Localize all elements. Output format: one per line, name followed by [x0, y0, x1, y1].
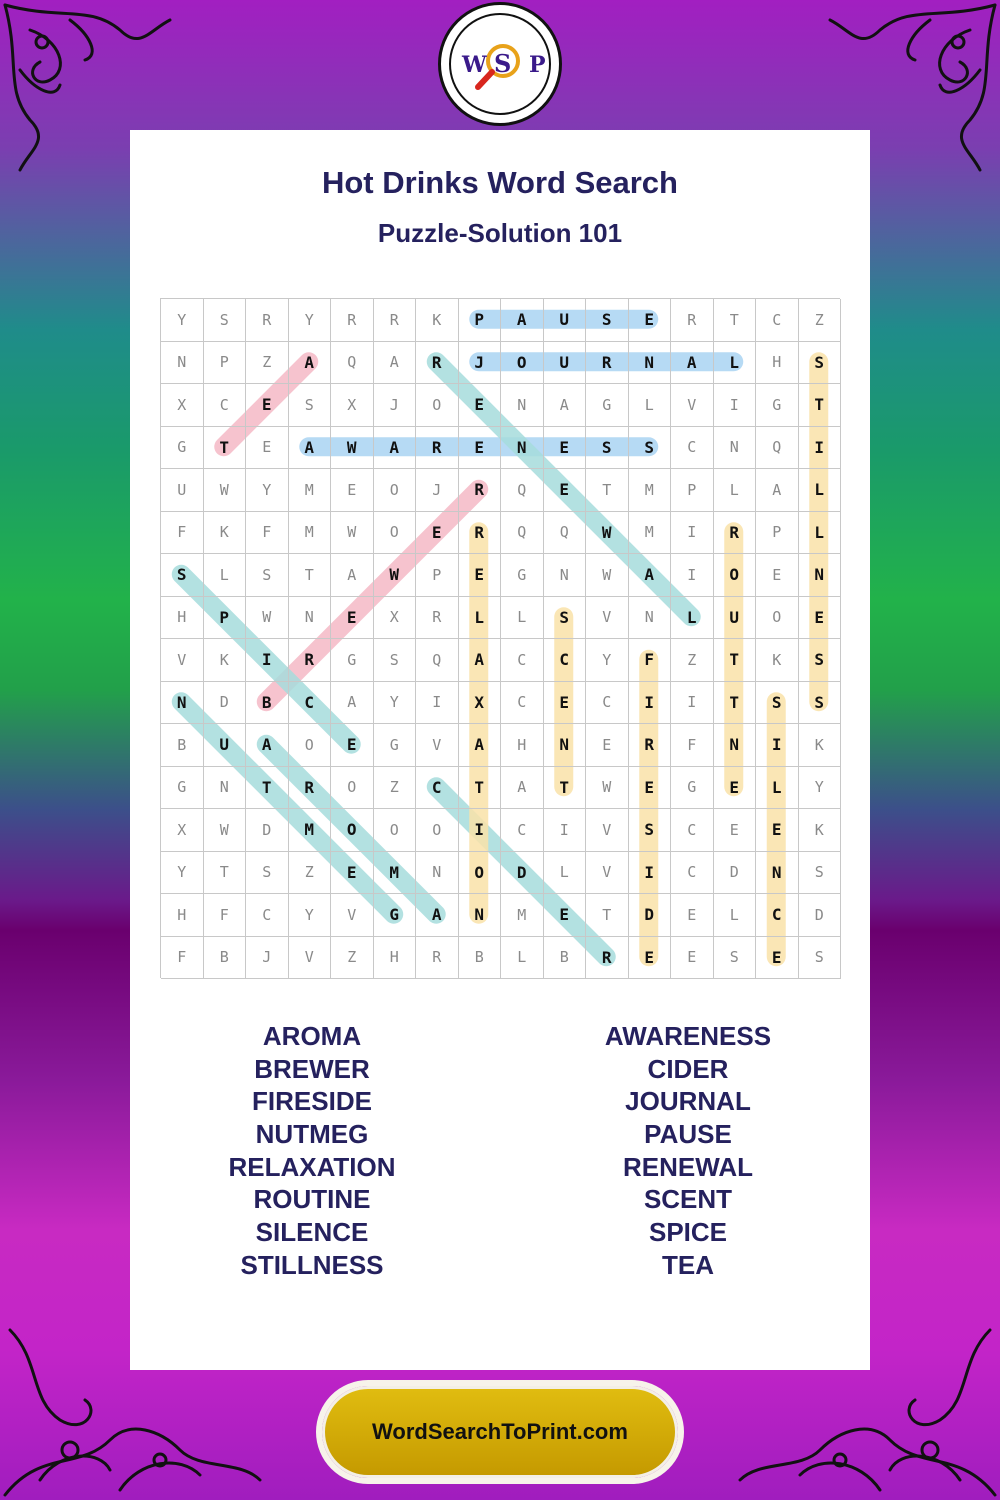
- word-list-item: JOURNAL: [625, 1086, 751, 1117]
- grid-cell[interactable]: A: [374, 427, 417, 470]
- grid-cell[interactable]: N: [161, 342, 204, 385]
- grid-cell[interactable]: T: [289, 554, 332, 597]
- grid-cell[interactable]: G: [161, 427, 204, 470]
- grid-cell[interactable]: Q: [416, 639, 459, 682]
- grid-cell[interactable]: I: [671, 512, 714, 555]
- grid-cell[interactable]: C: [501, 682, 544, 725]
- grid-cell[interactable]: Y: [289, 299, 332, 342]
- grid-cell[interactable]: A: [501, 767, 544, 810]
- grid-cell[interactable]: C: [246, 894, 289, 937]
- grid-cell[interactable]: S: [161, 554, 204, 597]
- word-list-item: BREWER: [254, 1053, 370, 1084]
- grid-cell[interactable]: W: [374, 554, 417, 597]
- grid-cell[interactable]: R: [416, 342, 459, 385]
- grid-cell[interactable]: O: [374, 512, 417, 555]
- word-list-item: FIRESIDE: [252, 1086, 372, 1117]
- grid-cell[interactable]: S: [799, 342, 842, 385]
- grid-cell[interactable]: U: [714, 597, 757, 640]
- word-list-right: [538, 1020, 838, 1282]
- grid-cell[interactable]: E: [331, 724, 374, 767]
- word-search-board: [160, 298, 840, 978]
- grid-cell[interactable]: X: [331, 384, 374, 427]
- grid-cell[interactable]: E: [544, 682, 587, 725]
- grid-cell[interactable]: E: [331, 852, 374, 895]
- grid-cell[interactable]: E: [756, 809, 799, 852]
- grid-cell[interactable]: I: [459, 809, 502, 852]
- grid-cell[interactable]: B: [544, 937, 587, 980]
- grid-cell[interactable]: O: [289, 724, 332, 767]
- word-list-item: AWARENESS: [604, 1021, 772, 1051]
- grid-cell[interactable]: O: [374, 809, 417, 852]
- grid-cell[interactable]: V: [289, 937, 332, 980]
- grid-cell[interactable]: F: [161, 937, 204, 980]
- grid-cell[interactable]: T: [204, 852, 247, 895]
- grid-cell[interactable]: X: [459, 682, 502, 725]
- grid-cell[interactable]: S: [799, 937, 842, 980]
- grid-cell[interactable]: Z: [246, 342, 289, 385]
- grid-cell[interactable]: J: [246, 937, 289, 980]
- grid-cell[interactable]: E: [544, 894, 587, 937]
- grid-cell[interactable]: S: [246, 852, 289, 895]
- grid-cell[interactable]: E: [629, 299, 672, 342]
- grid-cell[interactable]: A: [629, 554, 672, 597]
- grid-cell[interactable]: L: [501, 937, 544, 980]
- grid-cell[interactable]: T: [586, 894, 629, 937]
- grid-cell[interactable]: N: [714, 724, 757, 767]
- grid-cell[interactable]: P: [756, 512, 799, 555]
- grid-cell[interactable]: S: [799, 852, 842, 895]
- word-list-item: RENEWAL: [623, 1151, 753, 1182]
- grid-cell[interactable]: V: [416, 724, 459, 767]
- grid-cell[interactable]: C: [544, 639, 587, 682]
- grid-cell[interactable]: L: [544, 852, 587, 895]
- grid-cell[interactable]: R: [416, 937, 459, 980]
- grid-cell[interactable]: L: [799, 469, 842, 512]
- grid-cell[interactable]: D: [204, 682, 247, 725]
- grid-cell[interactable]: C: [501, 639, 544, 682]
- grid-cell[interactable]: R: [331, 299, 374, 342]
- grid-cell[interactable]: A: [374, 342, 417, 385]
- grid-cell[interactable]: R: [459, 469, 502, 512]
- grid-cell[interactable]: T: [714, 639, 757, 682]
- grid-cell[interactable]: P: [459, 299, 502, 342]
- grid-cell[interactable]: H: [161, 894, 204, 937]
- grid-cell[interactable]: S: [799, 639, 842, 682]
- grid-cell[interactable]: G: [331, 639, 374, 682]
- grid-cell[interactable]: U: [161, 469, 204, 512]
- grid-cell[interactable]: M: [289, 512, 332, 555]
- grid-cell[interactable]: P: [671, 469, 714, 512]
- grid-cell[interactable]: U: [204, 724, 247, 767]
- grid-cell[interactable]: M: [629, 469, 672, 512]
- logo-letter-p: P: [529, 52, 546, 78]
- grid-cell[interactable]: E: [629, 937, 672, 980]
- grid-cell[interactable]: V: [586, 852, 629, 895]
- grid-cell[interactable]: A: [501, 299, 544, 342]
- grid-cell[interactable]: L: [714, 342, 757, 385]
- grid-cell[interactable]: H: [756, 342, 799, 385]
- grid-cell[interactable]: I: [671, 554, 714, 597]
- grid-cell[interactable]: L: [714, 894, 757, 937]
- grid-cell[interactable]: Z: [671, 639, 714, 682]
- grid-cell[interactable]: K: [204, 512, 247, 555]
- grid-cell[interactable]: T: [799, 384, 842, 427]
- page-subtitle: Puzzle-Solution 101: [377, 218, 623, 248]
- grid-cell[interactable]: C: [586, 682, 629, 725]
- grid-cell[interactable]: C: [756, 299, 799, 342]
- grid-cell[interactable]: X: [161, 809, 204, 852]
- grid-cell[interactable]: Q: [331, 342, 374, 385]
- grid-cell[interactable]: V: [586, 597, 629, 640]
- grid-cell[interactable]: R: [459, 512, 502, 555]
- grid-cell[interactable]: W: [204, 469, 247, 512]
- grid-cell[interactable]: E: [246, 427, 289, 470]
- grid-cell[interactable]: O: [459, 852, 502, 895]
- grid-cell[interactable]: G: [501, 554, 544, 597]
- grid-cell[interactable]: S: [799, 682, 842, 725]
- grid-cell[interactable]: Q: [501, 469, 544, 512]
- grid-cell[interactable]: X: [374, 597, 417, 640]
- grid-cell[interactable]: W: [331, 512, 374, 555]
- grid-cell[interactable]: F: [246, 512, 289, 555]
- grid-cell[interactable]: L: [501, 597, 544, 640]
- grid-cell[interactable]: S: [289, 384, 332, 427]
- grid-cell[interactable]: L: [671, 597, 714, 640]
- grid-cell[interactable]: F: [204, 894, 247, 937]
- grid-cell[interactable]: W: [204, 809, 247, 852]
- grid-cell[interactable]: Y: [246, 469, 289, 512]
- grid-cell[interactable]: E: [416, 512, 459, 555]
- grid-cell[interactable]: E: [714, 809, 757, 852]
- grid-cell[interactable]: Q: [756, 427, 799, 470]
- grid-cell[interactable]: L: [204, 554, 247, 597]
- grid-cell[interactable]: S: [629, 809, 672, 852]
- grid-cell[interactable]: N: [289, 597, 332, 640]
- grid-cell[interactable]: A: [459, 639, 502, 682]
- page-title: Hot Drinks Word Search: [321, 165, 678, 200]
- grid-cell[interactable]: T: [714, 682, 757, 725]
- grid-cell[interactable]: O: [756, 597, 799, 640]
- grid-cell[interactable]: G: [374, 724, 417, 767]
- letter-grid: [160, 298, 840, 978]
- grid-cell[interactable]: N: [544, 724, 587, 767]
- grid-cell[interactable]: C: [671, 852, 714, 895]
- word-list-item: TEA: [662, 1249, 714, 1280]
- grid-cell[interactable]: A: [544, 384, 587, 427]
- grid-cell[interactable]: I: [629, 852, 672, 895]
- grid-cell[interactable]: O: [501, 342, 544, 385]
- grid-cell[interactable]: P: [416, 554, 459, 597]
- grid-cell[interactable]: T: [714, 299, 757, 342]
- grid-cell[interactable]: R: [289, 639, 332, 682]
- grid-cell[interactable]: K: [204, 639, 247, 682]
- grid-cell[interactable]: Z: [289, 852, 332, 895]
- grid-cell[interactable]: S: [756, 682, 799, 725]
- grid-cell[interactable]: E: [459, 384, 502, 427]
- word-list-item: PAUSE: [644, 1119, 732, 1150]
- grid-cell[interactable]: K: [756, 639, 799, 682]
- grid-cell[interactable]: C: [289, 682, 332, 725]
- grid-cell[interactable]: T: [544, 767, 587, 810]
- grid-cell[interactable]: W: [586, 554, 629, 597]
- word-list-item: NUTMEG: [255, 1119, 369, 1150]
- website-link-label: WordSearchToPrint.com: [372, 1419, 628, 1444]
- grid-cell[interactable]: E: [544, 469, 587, 512]
- grid-cell[interactable]: J: [416, 469, 459, 512]
- grid-cell[interactable]: Y: [586, 639, 629, 682]
- grid-cell[interactable]: V: [331, 894, 374, 937]
- word-list-item: SILENCE: [255, 1217, 369, 1248]
- grid-cell[interactable]: J: [459, 342, 502, 385]
- grid-cell[interactable]: H: [161, 597, 204, 640]
- grid-cell[interactable]: I: [799, 427, 842, 470]
- grid-cell[interactable]: A: [331, 682, 374, 725]
- word-list-item: STILLNESS: [240, 1249, 384, 1280]
- grid-cell[interactable]: V: [671, 384, 714, 427]
- word-list-item: CIDER: [647, 1053, 729, 1084]
- grid-cell[interactable]: S: [586, 299, 629, 342]
- grid-cell[interactable]: O: [331, 809, 374, 852]
- grid-cell[interactable]: K: [416, 299, 459, 342]
- grid-cell[interactable]: H: [501, 724, 544, 767]
- grid-cell[interactable]: O: [374, 469, 417, 512]
- grid-cell[interactable]: N: [161, 682, 204, 725]
- grid-cell[interactable]: O: [416, 809, 459, 852]
- grid-cell[interactable]: L: [714, 469, 757, 512]
- grid-cell[interactable]: S: [586, 427, 629, 470]
- grid-cell[interactable]: U: [544, 342, 587, 385]
- grid-cell[interactable]: Z: [799, 299, 842, 342]
- grid-cell[interactable]: E: [671, 894, 714, 937]
- grid-cell[interactable]: S: [544, 597, 587, 640]
- grid-cell[interactable]: N: [799, 554, 842, 597]
- grid-cell[interactable]: E: [459, 554, 502, 597]
- grid-cell[interactable]: N: [629, 597, 672, 640]
- grid-cell[interactable]: E: [331, 469, 374, 512]
- grid-cell[interactable]: K: [799, 724, 842, 767]
- grid-cell[interactable]: A: [416, 894, 459, 937]
- grid-cell[interactable]: M: [289, 469, 332, 512]
- grid-cell[interactable]: E: [756, 554, 799, 597]
- site-logo[interactable]: [438, 2, 562, 126]
- grid-cell[interactable]: Y: [161, 852, 204, 895]
- grid-cell[interactable]: S: [246, 554, 289, 597]
- grid-cell[interactable]: E: [331, 597, 374, 640]
- grid-cell[interactable]: E: [544, 427, 587, 470]
- word-list-item: ROUTINE: [253, 1184, 371, 1215]
- grid-cell[interactable]: D: [246, 809, 289, 852]
- grid-cell[interactable]: D: [799, 894, 842, 937]
- grid-cell[interactable]: T: [586, 469, 629, 512]
- grid-cell[interactable]: R: [246, 299, 289, 342]
- grid-cell[interactable]: I: [629, 682, 672, 725]
- grid-cell[interactable]: R: [586, 342, 629, 385]
- grid-cell[interactable]: A: [459, 724, 502, 767]
- grid-cell[interactable]: W: [586, 512, 629, 555]
- grid-cell[interactable]: T: [246, 767, 289, 810]
- grid-cell[interactable]: L: [629, 384, 672, 427]
- logo-ring: [449, 13, 551, 115]
- grid-cell[interactable]: L: [799, 512, 842, 555]
- grid-cell[interactable]: A: [671, 342, 714, 385]
- grid-cell[interactable]: R: [714, 512, 757, 555]
- grid-cell[interactable]: F: [671, 724, 714, 767]
- grid-cell[interactable]: Z: [331, 937, 374, 980]
- grid-cell[interactable]: M: [374, 852, 417, 895]
- grid-cell[interactable]: B: [161, 724, 204, 767]
- grid-cell[interactable]: R: [374, 299, 417, 342]
- grid-cell[interactable]: E: [671, 937, 714, 980]
- word-list-left: [162, 1020, 462, 1282]
- grid-cell[interactable]: A: [331, 554, 374, 597]
- grid-cell[interactable]: R: [416, 427, 459, 470]
- grid-cell[interactable]: R: [629, 724, 672, 767]
- grid-cell[interactable]: T: [204, 427, 247, 470]
- grid-cell[interactable]: S: [204, 299, 247, 342]
- grid-cell[interactable]: J: [374, 384, 417, 427]
- logo-letter-s: S: [494, 49, 512, 78]
- grid-cell[interactable]: C: [204, 384, 247, 427]
- grid-cell[interactable]: I: [714, 384, 757, 427]
- grid-cell[interactable]: C: [756, 894, 799, 937]
- grid-cell[interactable]: E: [714, 767, 757, 810]
- grid-cell[interactable]: N: [714, 427, 757, 470]
- grid-cell[interactable]: N: [756, 852, 799, 895]
- grid-cell[interactable]: O: [714, 554, 757, 597]
- grid-cell[interactable]: Q: [501, 512, 544, 555]
- grid-cell[interactable]: W: [331, 427, 374, 470]
- grid-cell[interactable]: R: [671, 299, 714, 342]
- grid-cell[interactable]: N: [544, 554, 587, 597]
- word-list-item: SCENT: [643, 1184, 733, 1215]
- grid-cell[interactable]: H: [374, 937, 417, 980]
- grid-cell[interactable]: Z: [374, 767, 417, 810]
- grid-cell[interactable]: B: [246, 682, 289, 725]
- grid-cell[interactable]: Y: [289, 894, 332, 937]
- word-list-item: SPICE: [648, 1217, 728, 1248]
- grid-cell[interactable]: V: [586, 809, 629, 852]
- grid-cell[interactable]: D: [714, 852, 757, 895]
- website-link-button[interactable]: [322, 1386, 678, 1478]
- grid-cell[interactable]: K: [799, 809, 842, 852]
- grid-cell[interactable]: G: [374, 894, 417, 937]
- grid-cell[interactable]: X: [161, 384, 204, 427]
- grid-cell[interactable]: V: [161, 639, 204, 682]
- grid-cell[interactable]: F: [161, 512, 204, 555]
- grid-cell[interactable]: I: [544, 809, 587, 852]
- grid-cell[interactable]: B: [459, 937, 502, 980]
- grid-cell[interactable]: S: [629, 427, 672, 470]
- grid-cell[interactable]: L: [756, 767, 799, 810]
- grid-cell[interactable]: G: [671, 767, 714, 810]
- grid-cell[interactable]: I: [246, 639, 289, 682]
- grid-cell[interactable]: E: [459, 427, 502, 470]
- grid-cell[interactable]: C: [671, 427, 714, 470]
- grid-cell[interactable]: R: [416, 597, 459, 640]
- grid-cell[interactable]: A: [289, 427, 332, 470]
- grid-cell[interactable]: I: [756, 724, 799, 767]
- grid-cell[interactable]: T: [459, 767, 502, 810]
- grid-cell[interactable]: E: [799, 597, 842, 640]
- grid-cell[interactable]: A: [756, 469, 799, 512]
- grid-cell[interactable]: Y: [161, 299, 204, 342]
- grid-cell[interactable]: S: [374, 639, 417, 682]
- grid-cell[interactable]: N: [204, 767, 247, 810]
- word-list-item: AROMA: [262, 1021, 362, 1051]
- grid-cell[interactable]: M: [629, 512, 672, 555]
- grid-cell[interactable]: F: [629, 639, 672, 682]
- grid-cell[interactable]: O: [416, 384, 459, 427]
- grid-cell[interactable]: A: [246, 724, 289, 767]
- grid-cell[interactable]: L: [459, 597, 502, 640]
- word-list-item: RELAXATION: [228, 1151, 396, 1182]
- grid-cell[interactable]: P: [204, 342, 247, 385]
- grid-cell[interactable]: R: [289, 767, 332, 810]
- grid-cell[interactable]: R: [586, 937, 629, 980]
- grid-cell[interactable]: Q: [544, 512, 587, 555]
- grid-cell[interactable]: Y: [374, 682, 417, 725]
- grid-cell[interactable]: C: [671, 809, 714, 852]
- grid-cell[interactable]: D: [501, 852, 544, 895]
- grid-cell[interactable]: E: [586, 724, 629, 767]
- grid-cell[interactable]: G: [586, 384, 629, 427]
- grid-cell[interactable]: D: [629, 894, 672, 937]
- grid-cell[interactable]: E: [246, 384, 289, 427]
- grid-cell[interactable]: G: [756, 384, 799, 427]
- grid-cell[interactable]: E: [629, 767, 672, 810]
- grid-cell[interactable]: P: [204, 597, 247, 640]
- grid-cell[interactable]: C: [501, 809, 544, 852]
- grid-cell[interactable]: O: [331, 767, 374, 810]
- grid-cell[interactable]: N: [459, 894, 502, 937]
- grid-cell[interactable]: E: [756, 937, 799, 980]
- grid-cell[interactable]: A: [289, 342, 332, 385]
- grid-cell[interactable]: I: [671, 682, 714, 725]
- grid-cell[interactable]: G: [161, 767, 204, 810]
- grid-cell[interactable]: C: [416, 767, 459, 810]
- grid-cell[interactable]: N: [501, 427, 544, 470]
- grid-cell[interactable]: N: [629, 342, 672, 385]
- logo-letter-w: W: [462, 52, 487, 78]
- grid-cell[interactable]: U: [544, 299, 587, 342]
- grid-cell[interactable]: N: [501, 384, 544, 427]
- grid-cell[interactable]: S: [714, 937, 757, 980]
- grid-cell[interactable]: W: [246, 597, 289, 640]
- grid-cell[interactable]: B: [204, 937, 247, 980]
- grid-cell[interactable]: N: [416, 852, 459, 895]
- grid-cell[interactable]: W: [586, 767, 629, 810]
- grid-cell[interactable]: M: [289, 809, 332, 852]
- grid-cell[interactable]: Y: [799, 767, 842, 810]
- grid-cell[interactable]: I: [416, 682, 459, 725]
- grid-cell[interactable]: M: [501, 894, 544, 937]
